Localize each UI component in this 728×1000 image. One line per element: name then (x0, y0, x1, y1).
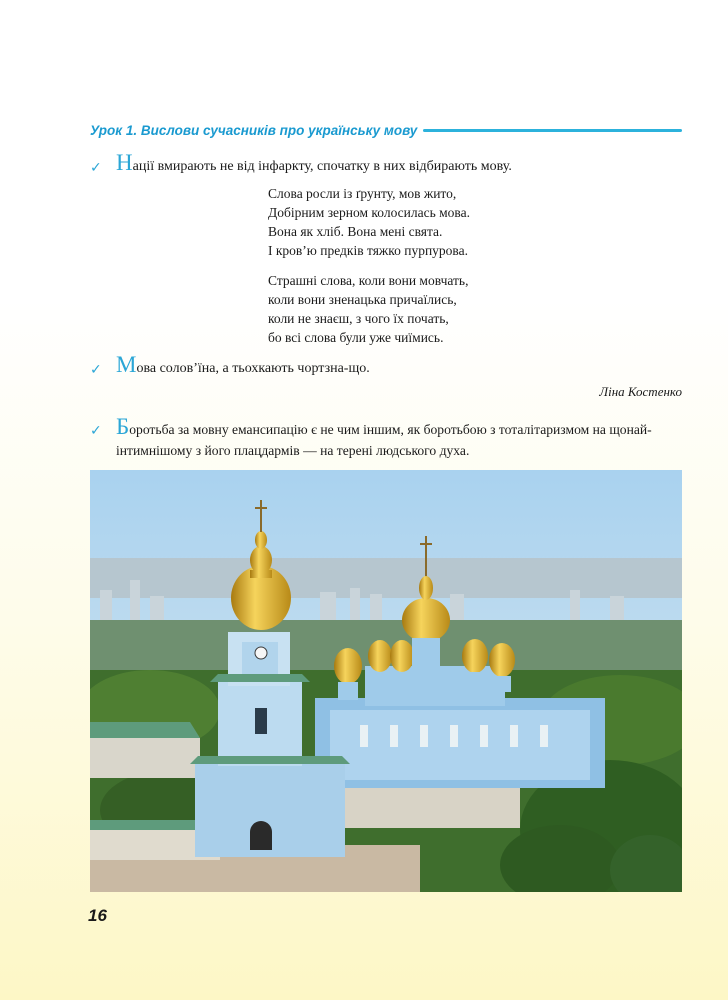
poem-line: Вона як хліб. Вона мені свята. (268, 224, 443, 239)
poem-line: Добірним зерном колосилась мова. (268, 205, 470, 220)
poem-line: Слова росли із ґрунту, мов жито, (268, 186, 457, 201)
poem-stanza-2 (268, 271, 468, 347)
quote-1 (116, 150, 512, 177)
poem-line: коли не знаєш, з чого їх почать, (268, 311, 449, 326)
poem-line: бо всі слова були уже чиїмись. (268, 330, 444, 345)
quote-3 (116, 414, 686, 461)
quote-2 (116, 352, 370, 379)
poem-line: І кров’ю предків тяжко пурпурова. (268, 243, 468, 258)
quote-text: ова солов’їна, а тьохкають чортзна-що. (136, 361, 370, 376)
poem-line: Страшні слова, коли вони мовчать, (268, 273, 469, 288)
author-name: Ліна Костенко (599, 384, 682, 399)
check-icon: ✓ (90, 160, 102, 176)
dropcap: М (116, 352, 137, 377)
page-number: 16 (88, 906, 107, 925)
check-icon: ✓ (90, 362, 102, 378)
dropcap: Б (116, 414, 130, 439)
lesson-header (90, 121, 682, 139)
quote-text-line2: інтимнішому з його плацдармів — на терені людського духа. (116, 443, 470, 458)
quote-text: оротьба за мовну емансипацію є не чим іншим, як боротьбою з тоталітаризмом на щонай- (129, 422, 652, 437)
check-icon: ✓ (90, 423, 102, 439)
quote-text: ації вмирають не від інфаркту, спочатку в них відбирають мову. (132, 159, 512, 174)
poem-line: коли вони зненацька причаїлись, (268, 292, 457, 307)
poem-stanza-1 (268, 184, 470, 260)
lesson-title: Урок 1. Вислови сучасників про українську мову (90, 122, 418, 138)
dropcap: Н (116, 150, 133, 175)
cathedral-photo (90, 470, 682, 892)
header-rule (423, 129, 682, 132)
